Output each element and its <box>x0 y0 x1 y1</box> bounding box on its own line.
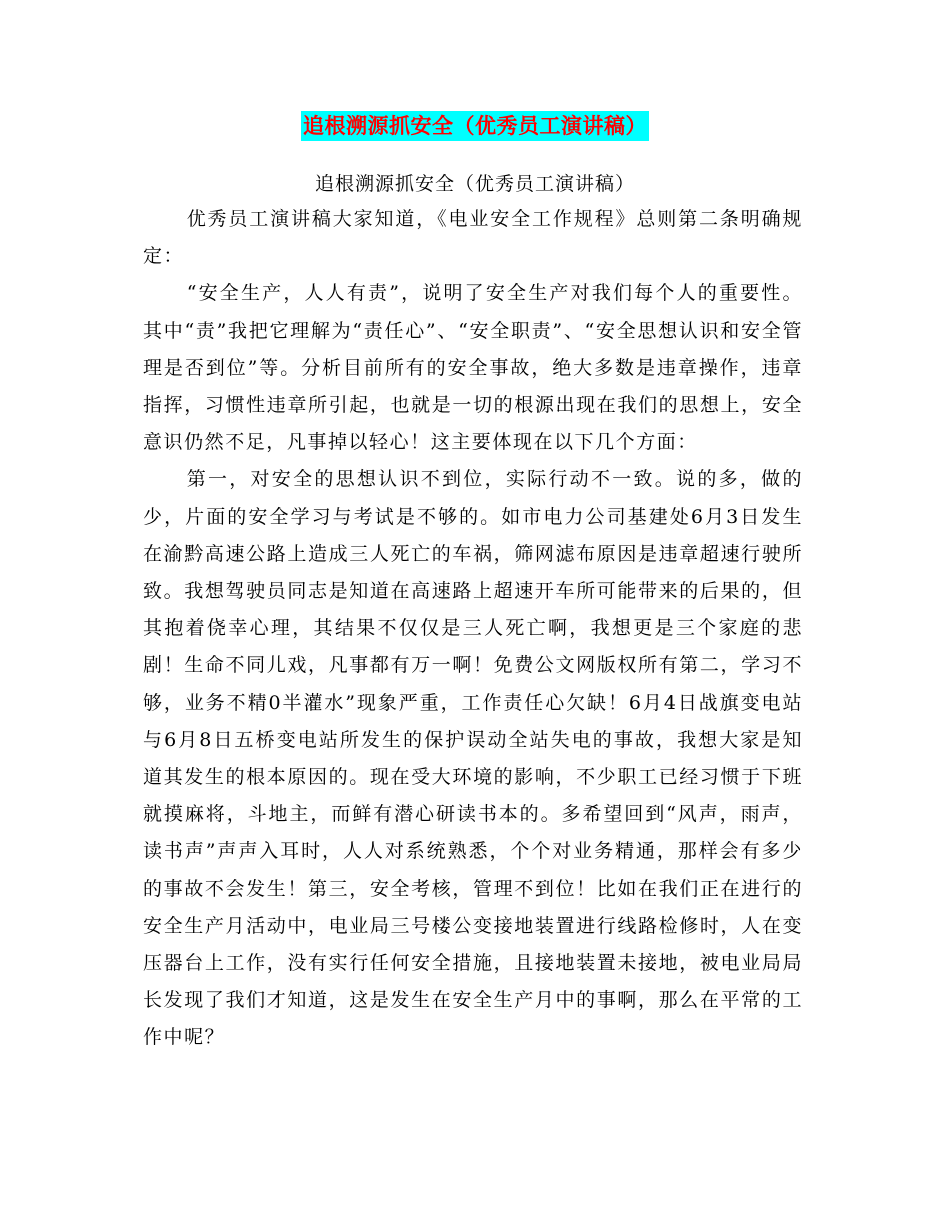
document-subtitle: 追根溯源抓安全（优秀员工演讲稿） <box>314 173 635 195</box>
document-title <box>0 111 950 143</box>
document-body <box>143 201 803 1057</box>
highlighted-title-text: 追根溯源抓安全（优秀员工演讲稿） <box>301 111 649 141</box>
paragraph-responsibility: “安全生产，人人有责”，说明了安全生产对我们每个人的重要性。其中“责”我把它理解为“责任心”、“安全职责”、“安全思想认识和安全管理是否到位”等。分析目前所有的安全事故，绝大多数是违章操作，违章指挥，习惯性违章所引起，也就是一切的根源出现在我们的思想上，安全意识仍然不足，凡事掉以轻心！这主要体现在以下几个方面： <box>143 282 803 454</box>
paragraph-intro: 优秀员工演讲稿大家知道，《电业安全工作规程》总则第二条明确规定： <box>143 208 803 268</box>
paragraph-points: 第一，对安全的思想认识不到位，实际行动不一致。说的多，做的少，片面的安全学习与考试是不够的。如市电力公司基建处6月3日发生在渝黔高速公路上造成三人死亡的车祸，筛网滤布原因是违章超速行驶所致。我想驾驶员同志是知道在高速路上超速开车所可能带来的后果的，但其抱着侥幸心理，其结果不仅仅是三人死亡啊，我想更是三个家庭的悲剧！生命不同儿戏，凡事都有万一啊！免费公文网版权所有第二，学习不够，业务不精0半灌水”现象严重，工作责任心欠缺！6月4日战旗变电站与6月8日五桥变电站所发生的保护误动全站失电的事故，我想大家是知道其发生的根本原因的。现在受大环境的影响，不少职工已经习惯于下班就摸麻将，斗地主，而鲜有潜心研读书本的。多希望回到“风声，雨声，读书声”声声入耳时，人人对系统熟悉，个个对业务精通，那样会有多少的事故不会发生！第三，安全考核，管理不到位！比如在我们正在进行的安全生产月活动中，电业局三号楼公变接地装置进行线路检修时，人在变压器台上工作，没有实行任何安全措施，且接地装置未接地，被电业局局长发现了我们才知道，这是发生在安全生产月中的事啊，那么在平常的工作中呢？ <box>143 468 803 1049</box>
